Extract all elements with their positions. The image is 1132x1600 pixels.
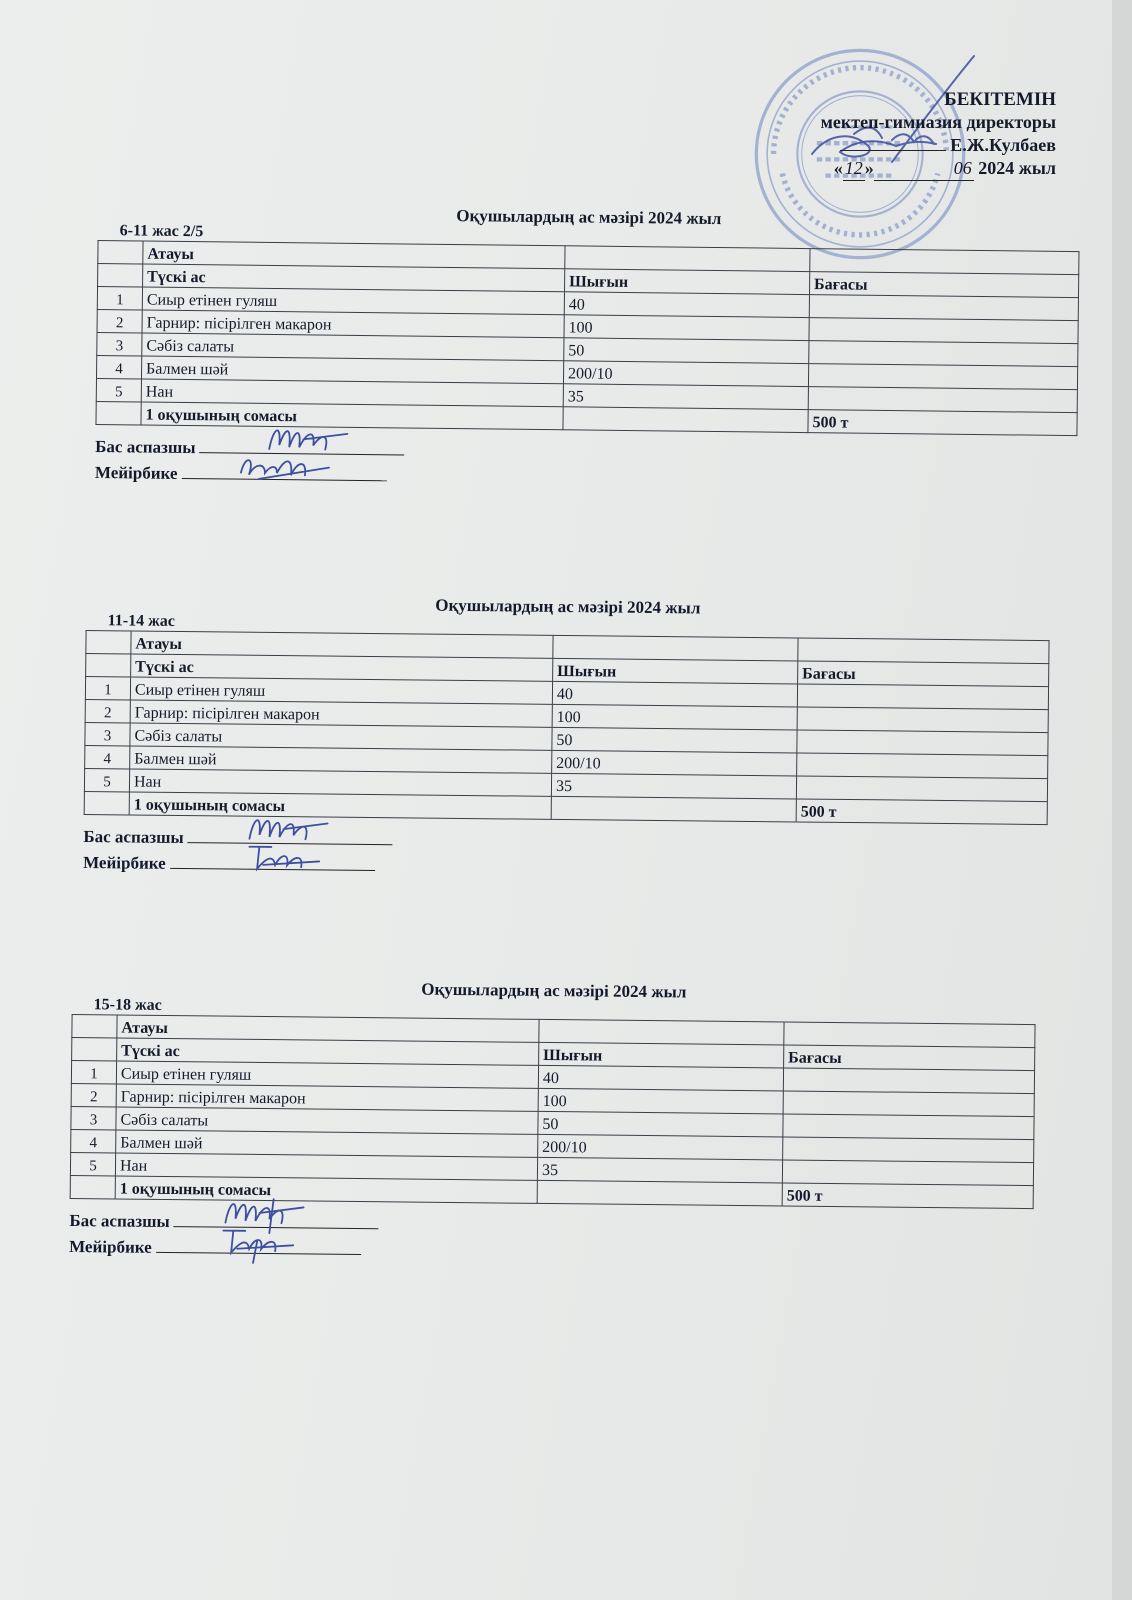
header-price: Бағасы bbox=[809, 272, 1078, 298]
header-price: Бағасы bbox=[798, 661, 1049, 687]
date-close-quote: » bbox=[864, 158, 874, 178]
nurse-signature bbox=[235, 445, 335, 486]
row-number: 1 bbox=[97, 287, 142, 311]
dish-price bbox=[782, 1160, 1033, 1186]
dish-qty: 50 bbox=[552, 727, 797, 753]
age-group: 15-18 жас bbox=[93, 996, 162, 1014]
header-price: Бағасы bbox=[784, 1045, 1035, 1071]
header-blank bbox=[86, 654, 131, 677]
dish-qty: 50 bbox=[564, 338, 809, 364]
menu-section-15-18 bbox=[69, 976, 1036, 1269]
dish-qty: 40 bbox=[564, 292, 809, 318]
approval-position: мектеп-гимназия директоры bbox=[820, 112, 1056, 132]
dish-name: Нан bbox=[115, 1153, 537, 1180]
nurse-label: Мейірбике bbox=[94, 462, 178, 483]
dish-price bbox=[783, 1068, 1034, 1094]
chef-label: Бас аспазшы bbox=[69, 1210, 170, 1232]
approval-title: БЕКІТЕМІН bbox=[944, 89, 1056, 110]
header-blank bbox=[784, 1022, 1035, 1048]
menu-table bbox=[70, 1014, 1036, 1209]
nurse-label: Мейірбике bbox=[69, 1236, 152, 1257]
dish-price bbox=[808, 387, 1077, 413]
row-number: 5 bbox=[96, 378, 141, 402]
dish-name: Сәбіз салаты bbox=[116, 1107, 538, 1134]
dish-name: Сиыр етінен гуляш bbox=[130, 677, 552, 704]
header-blank bbox=[565, 246, 810, 272]
row-number: 3 bbox=[85, 722, 130, 745]
chef-label: Бас аспазшы bbox=[83, 826, 184, 848]
dish-qty: 35 bbox=[537, 1157, 782, 1183]
date-year: 2024 жыл bbox=[978, 158, 1056, 178]
total-label: 1 оқушының сомасы bbox=[129, 792, 551, 819]
date-day: 12 bbox=[843, 157, 865, 181]
header-blank bbox=[810, 249, 1079, 275]
header-blank bbox=[98, 241, 143, 265]
total-blank bbox=[537, 1180, 782, 1206]
chef-label: Бас аспазшы bbox=[95, 436, 196, 458]
header-meal: Түскі ас bbox=[117, 1038, 539, 1065]
header-blank bbox=[539, 1019, 784, 1045]
header-qty: Шығын bbox=[565, 269, 810, 295]
director-line bbox=[821, 134, 1056, 157]
dish-name: Гарнир: пісірілген макарон bbox=[116, 1084, 538, 1111]
menu-title: Оқушылардың ас мәзірі 2024 жыл bbox=[435, 595, 701, 618]
dish-qty: 200/10 bbox=[552, 750, 797, 776]
menu-title: Оқушылардың ас мәзірі 2024 жыл bbox=[456, 206, 722, 229]
row-number: 3 bbox=[71, 1106, 116, 1129]
dish-price bbox=[783, 1114, 1034, 1140]
age-group: 6-11 жас 2/5 bbox=[119, 222, 204, 241]
header-blank bbox=[798, 638, 1049, 664]
nurse-label: Мейірбике bbox=[83, 852, 166, 873]
date-month: 06 bbox=[874, 157, 974, 181]
dish-price bbox=[797, 684, 1048, 710]
menu-section-11-14 bbox=[83, 592, 1050, 885]
header-blank bbox=[553, 635, 798, 661]
age-group: 11-14 жас bbox=[107, 612, 175, 630]
row-number: 5 bbox=[84, 768, 129, 791]
row-number: 5 bbox=[70, 1152, 115, 1175]
row-number: 1 bbox=[85, 677, 130, 700]
nurse-signature bbox=[243, 835, 323, 876]
dish-qty: 100 bbox=[564, 315, 809, 341]
header-name: Атауы bbox=[131, 631, 553, 658]
dish-name: Балмен шәй bbox=[141, 356, 563, 384]
header-blank bbox=[86, 631, 131, 654]
total-label: 1 оқушының сомасы bbox=[141, 402, 563, 430]
page-edge bbox=[1112, 0, 1132, 1600]
dish-qty: 100 bbox=[552, 704, 797, 730]
row-number: 2 bbox=[85, 699, 130, 722]
dish-price bbox=[809, 318, 1078, 344]
dish-qty: 35 bbox=[563, 384, 808, 410]
total-price: 500 т bbox=[808, 410, 1077, 436]
dish-name: Нан bbox=[129, 769, 551, 796]
dish-name: Гарнир: пісірілген макарон bbox=[142, 310, 564, 338]
nurse-signature bbox=[217, 1219, 297, 1266]
total-blank bbox=[84, 791, 129, 814]
dish-price bbox=[809, 341, 1078, 367]
row-number: 4 bbox=[96, 355, 141, 379]
dish-price bbox=[783, 1091, 1034, 1117]
row-number: 1 bbox=[71, 1061, 116, 1084]
header-qty: Шығын bbox=[539, 1042, 784, 1068]
header-qty: Шығын bbox=[553, 658, 798, 684]
dish-qty: 100 bbox=[538, 1088, 783, 1114]
director-name: Е.Ж.Кулбаев bbox=[950, 135, 1056, 155]
row-number: 4 bbox=[85, 745, 130, 768]
dish-name: Сиыр етінен гуляш bbox=[116, 1061, 538, 1088]
dish-name: Гарнир: пісірілген макарон bbox=[130, 700, 552, 727]
row-number: 2 bbox=[97, 309, 142, 333]
dish-qty: 40 bbox=[552, 681, 797, 707]
dish-name: Сәбіз салаты bbox=[130, 723, 552, 750]
dish-price bbox=[797, 707, 1048, 733]
menu-table bbox=[95, 240, 1079, 436]
header-meal: Түскі ас bbox=[143, 264, 565, 292]
menu-title: Оқушылардың ас мәзірі 2024 жыл bbox=[421, 979, 687, 1002]
total-blank bbox=[96, 401, 141, 425]
header-meal: Түскі ас bbox=[131, 654, 553, 681]
header-name: Атауы bbox=[117, 1015, 539, 1042]
dish-qty: 40 bbox=[538, 1065, 783, 1091]
header-blank bbox=[98, 264, 143, 288]
total-blank bbox=[70, 1175, 115, 1198]
total-price: 500 т bbox=[796, 799, 1047, 825]
date-open-quote: « bbox=[833, 158, 843, 178]
dish-qty: 200/10 bbox=[538, 1134, 783, 1160]
total-price: 500 т bbox=[782, 1183, 1033, 1209]
menu-section-6-11 bbox=[95, 202, 1080, 496]
dish-qty: 50 bbox=[538, 1111, 783, 1137]
total-label: 1 оқушының сомасы bbox=[115, 1176, 537, 1203]
dish-name: Сәбіз салаты bbox=[142, 333, 564, 361]
approval-date bbox=[821, 157, 1056, 181]
dish-price bbox=[797, 730, 1048, 756]
dish-name: Сиыр етінен гуляш bbox=[142, 287, 564, 315]
header-name: Атауы bbox=[143, 241, 565, 269]
approval-block bbox=[821, 88, 1056, 181]
dish-price bbox=[783, 1137, 1034, 1163]
dish-name: Нан bbox=[141, 379, 563, 407]
dish-price bbox=[809, 295, 1078, 321]
row-number: 2 bbox=[71, 1083, 116, 1106]
director-signature-line bbox=[840, 150, 946, 151]
dish-qty: 200/10 bbox=[563, 361, 808, 387]
total-blank bbox=[563, 407, 808, 433]
header-blank bbox=[72, 1038, 117, 1061]
row-number: 4 bbox=[71, 1129, 116, 1152]
header-blank bbox=[72, 1015, 117, 1038]
dish-name: Балмен шәй bbox=[116, 1130, 538, 1157]
dish-price bbox=[808, 364, 1077, 390]
total-blank bbox=[551, 796, 796, 822]
dish-qty: 35 bbox=[551, 773, 796, 799]
dish-price bbox=[796, 776, 1047, 802]
dish-name: Балмен шәй bbox=[130, 746, 552, 773]
dish-price bbox=[797, 753, 1048, 779]
row-number: 3 bbox=[97, 332, 142, 356]
menu-table bbox=[84, 630, 1050, 825]
